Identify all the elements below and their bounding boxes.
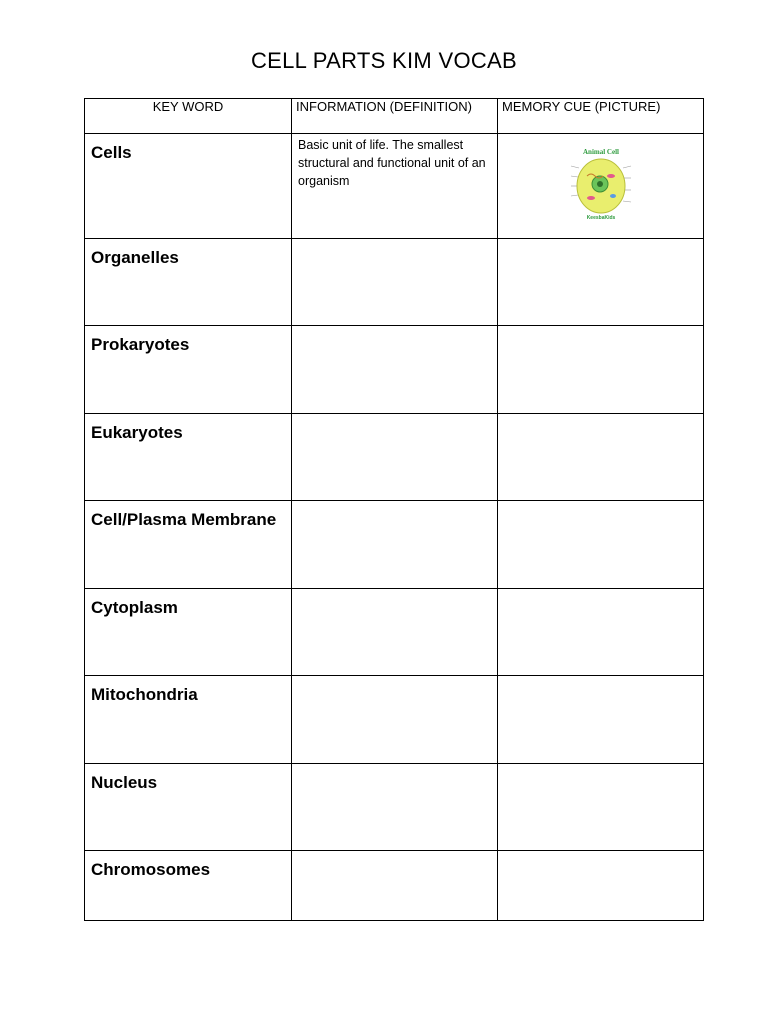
- key-word: Cytoplasm: [91, 598, 178, 617]
- memory-cue-cell[interactable]: [498, 589, 704, 676]
- nucleolus-shape: [597, 181, 603, 187]
- table-row: [85, 589, 704, 676]
- mitochondrion-shape: [587, 196, 595, 200]
- definition-cell[interactable]: [292, 239, 498, 326]
- key-word: Mitochondria: [91, 685, 198, 704]
- animal-cell-image: [567, 146, 635, 222]
- memory-cue-cell[interactable]: [498, 239, 704, 326]
- table-row: [85, 414, 704, 501]
- table-row: [85, 134, 704, 239]
- definition-cell[interactable]: [292, 326, 498, 414]
- table-row: [85, 501, 704, 589]
- table-row: [85, 851, 704, 921]
- key-word-cell: [85, 676, 292, 764]
- key-word: Organelles: [91, 248, 179, 267]
- key-word-cell: [85, 134, 292, 239]
- key-word-cell: [85, 414, 292, 501]
- vacuole-shape: [610, 194, 616, 198]
- key-word-cell: [85, 501, 292, 589]
- memory-cue-cell[interactable]: [498, 326, 704, 414]
- header-key-word: KEY WORD: [85, 99, 292, 134]
- vocab-table: [84, 98, 704, 921]
- definition-cell[interactable]: [292, 501, 498, 589]
- key-word-cell: [85, 851, 292, 921]
- definition-cell[interactable]: [292, 134, 498, 239]
- memory-cue-cell[interactable]: [498, 414, 704, 501]
- memory-cue-cell[interactable]: [498, 764, 704, 851]
- memory-cue-cell[interactable]: [498, 134, 704, 239]
- image-footer: KeesbaKids: [586, 215, 615, 221]
- memory-cue-cell[interactable]: [498, 851, 704, 921]
- table-row: [85, 676, 704, 764]
- table-row: [85, 764, 704, 851]
- key-word: Eukaryotes: [91, 423, 183, 442]
- image-caption: Animal Cell: [582, 148, 619, 156]
- key-word-cell: [85, 239, 292, 326]
- key-word: Chromosomes: [91, 860, 211, 879]
- table-row: [85, 239, 704, 326]
- memory-cue-cell[interactable]: [498, 501, 704, 589]
- key-word-cell: [85, 589, 292, 676]
- table-row: [85, 326, 704, 414]
- definition-cell[interactable]: [292, 851, 498, 921]
- key-word: Nucleus: [91, 773, 158, 792]
- header-memory-cue: MEMORY CUE (PICTURE): [498, 99, 704, 134]
- page-title: CELL PARTS KIM VOCAB: [250, 48, 517, 73]
- mitochondrion-shape: [607, 174, 615, 178]
- key-word: Cells: [91, 143, 132, 162]
- table-header-row: [85, 99, 704, 134]
- definition-cell[interactable]: [292, 764, 498, 851]
- header-information: INFORMATION (DEFINITION): [292, 99, 498, 134]
- key-word-cell: [85, 764, 292, 851]
- definition-cell[interactable]: [292, 589, 498, 676]
- definition-text: Basic unit of life. The smallest structural and functional unit of an organism: [298, 138, 486, 188]
- memory-cue-cell[interactable]: [498, 676, 704, 764]
- key-word: Prokaryotes: [91, 335, 190, 354]
- definition-cell[interactable]: [292, 676, 498, 764]
- key-word-cell: [85, 326, 292, 414]
- key-word: Cell/Plasma Membrane: [91, 510, 277, 529]
- definition-cell[interactable]: [292, 414, 498, 501]
